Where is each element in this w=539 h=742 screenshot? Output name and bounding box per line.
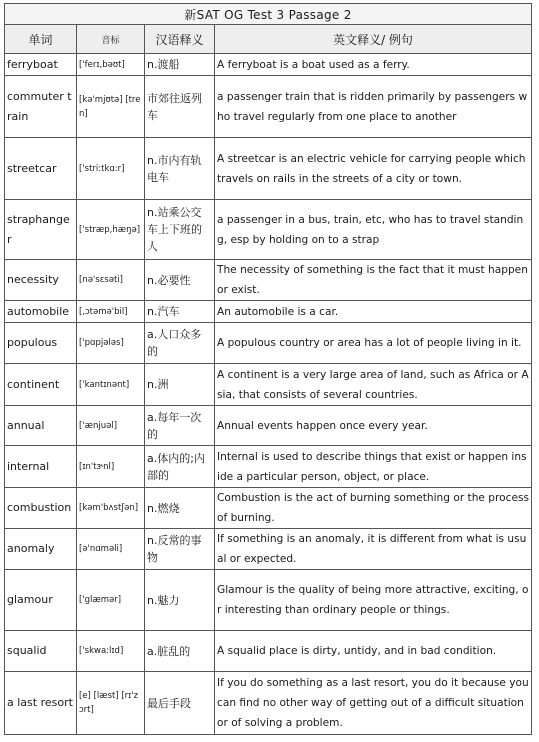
word-cell: continent bbox=[5, 364, 77, 406]
table-row bbox=[5, 138, 532, 200]
english-cell: An automobile is a car. bbox=[215, 301, 532, 323]
chinese-cell: 市郊往返列车 bbox=[145, 76, 215, 138]
english-cell: A squalid place is dirty, untidy, and in bad condition. bbox=[215, 631, 532, 672]
table-row bbox=[5, 200, 532, 260]
word-cell: streetcar bbox=[5, 138, 77, 200]
table-row bbox=[5, 76, 532, 138]
english-cell: Annual events happen once every year. bbox=[215, 406, 532, 446]
vocabulary-table bbox=[4, 3, 532, 735]
english-cell: A populous country or area has a lot of people living in it. bbox=[215, 323, 532, 364]
phonetic-cell: [kə'mjʊtə] [tren] bbox=[77, 76, 145, 138]
table-row bbox=[5, 406, 532, 446]
header-chinese: 汉语释义 bbox=[145, 25, 215, 54]
chinese-cell: a.脏乱的 bbox=[145, 631, 215, 672]
english-cell: a passenger train that is ridden primarily by passengers who travel regularly from one place to another bbox=[215, 76, 532, 138]
english-cell: The necessity of something is the fact that it must happen or exist. bbox=[215, 260, 532, 301]
table-row bbox=[5, 529, 532, 570]
phonetic-cell: [kəm'bʌstʃən] bbox=[77, 488, 145, 529]
header-word: 单词 bbox=[5, 25, 77, 54]
word-cell: internal bbox=[5, 446, 77, 488]
english-cell: A streetcar is an electric vehicle for carrying people which travels on rails in the streets of a city or town. bbox=[215, 138, 532, 200]
english-cell: A continent is a very large area of land, such as Africa or Asia, that consists of several countries. bbox=[215, 364, 532, 406]
phonetic-cell: ['glæmər] bbox=[77, 570, 145, 631]
phonetic-cell: [e] [læst] [rɪ'zɔrt] bbox=[77, 672, 145, 735]
table-row bbox=[5, 488, 532, 529]
chinese-cell: n.洲 bbox=[145, 364, 215, 406]
word-cell: ferryboat bbox=[5, 54, 77, 76]
chinese-cell: n.魅力 bbox=[145, 570, 215, 631]
english-cell: Internal is used to describe things that exist or happen inside a particular person, object, or place. bbox=[215, 446, 532, 488]
english-cell: A ferryboat is a boat used as a ferry. bbox=[215, 54, 532, 76]
header-english: 英文释义/ 例句 bbox=[215, 25, 532, 54]
phonetic-cell: ['stræp,hæŋə] bbox=[77, 200, 145, 260]
phonetic-cell: ['ferɪ,bəʊt] bbox=[77, 54, 145, 76]
phonetic-cell: ['kantɪnənt] bbox=[77, 364, 145, 406]
phonetic-cell: [,ɔtəmə'bil] bbox=[77, 301, 145, 323]
title-row bbox=[5, 4, 532, 25]
header-phonetic: 音标 bbox=[77, 25, 145, 54]
phonetic-cell: ['pɑpjələs] bbox=[77, 323, 145, 364]
word-cell: anomaly bbox=[5, 529, 77, 570]
word-cell: straphanger bbox=[5, 200, 77, 260]
english-cell: If you do something as a last resort, you do it because you can find no other way of getting out of a difficult situation or of solving a problem. bbox=[215, 672, 532, 735]
table-title: 新SAT OG Test 3 Passage 2 bbox=[5, 4, 532, 25]
vocabulary-sheet bbox=[4, 3, 531, 733]
phonetic-cell: ['skwa:lɪd] bbox=[77, 631, 145, 672]
phonetic-cell: ['ænjuəl] bbox=[77, 406, 145, 446]
word-cell: populous bbox=[5, 323, 77, 364]
word-cell: glamour bbox=[5, 570, 77, 631]
chinese-cell: n.必要性 bbox=[145, 260, 215, 301]
phonetic-cell: [ɪn'tɝnl] bbox=[77, 446, 145, 488]
table-row bbox=[5, 364, 532, 406]
english-cell: a passenger in a bus, train, etc, who has to travel standing, esp by holding on to a strap bbox=[215, 200, 532, 260]
chinese-cell: n.反常的事物 bbox=[145, 529, 215, 570]
phonetic-cell: [nə'sɛsəti] bbox=[77, 260, 145, 301]
table-row bbox=[5, 446, 532, 488]
chinese-cell: 最后手段 bbox=[145, 672, 215, 735]
table-row bbox=[5, 260, 532, 301]
table-row bbox=[5, 323, 532, 364]
phonetic-cell: ['stri:tkɑ:r] bbox=[77, 138, 145, 200]
chinese-cell: a.体内的;内部的 bbox=[145, 446, 215, 488]
table-row bbox=[5, 301, 532, 323]
word-cell: commuter train bbox=[5, 76, 77, 138]
header-row bbox=[5, 25, 532, 54]
word-cell: combustion bbox=[5, 488, 77, 529]
word-cell: automobile bbox=[5, 301, 77, 323]
word-cell: a last resort bbox=[5, 672, 77, 735]
chinese-cell: n.市内有轨电车 bbox=[145, 138, 215, 200]
chinese-cell: n.站乘公交车上下班的人 bbox=[145, 200, 215, 260]
chinese-cell: n.汽车 bbox=[145, 301, 215, 323]
word-cell: squalid bbox=[5, 631, 77, 672]
table-row bbox=[5, 631, 532, 672]
english-cell: If something is an anomaly, it is different from what is usual or expected. bbox=[215, 529, 532, 570]
english-cell: Glamour is the quality of being more attractive, exciting, or interesting than ordinary people or things. bbox=[215, 570, 532, 631]
chinese-cell: a.每年一次的 bbox=[145, 406, 215, 446]
table-row bbox=[5, 54, 532, 76]
chinese-cell: n.燃烧 bbox=[145, 488, 215, 529]
english-cell: Combustion is the act of burning something or the process of burning. bbox=[215, 488, 532, 529]
phonetic-cell: [ə'nɑməli] bbox=[77, 529, 145, 570]
table-row bbox=[5, 672, 532, 735]
word-cell: annual bbox=[5, 406, 77, 446]
table-row bbox=[5, 570, 532, 631]
word-cell: necessity bbox=[5, 260, 77, 301]
chinese-cell: n.渡船 bbox=[145, 54, 215, 76]
chinese-cell: a.人口众多的 bbox=[145, 323, 215, 364]
